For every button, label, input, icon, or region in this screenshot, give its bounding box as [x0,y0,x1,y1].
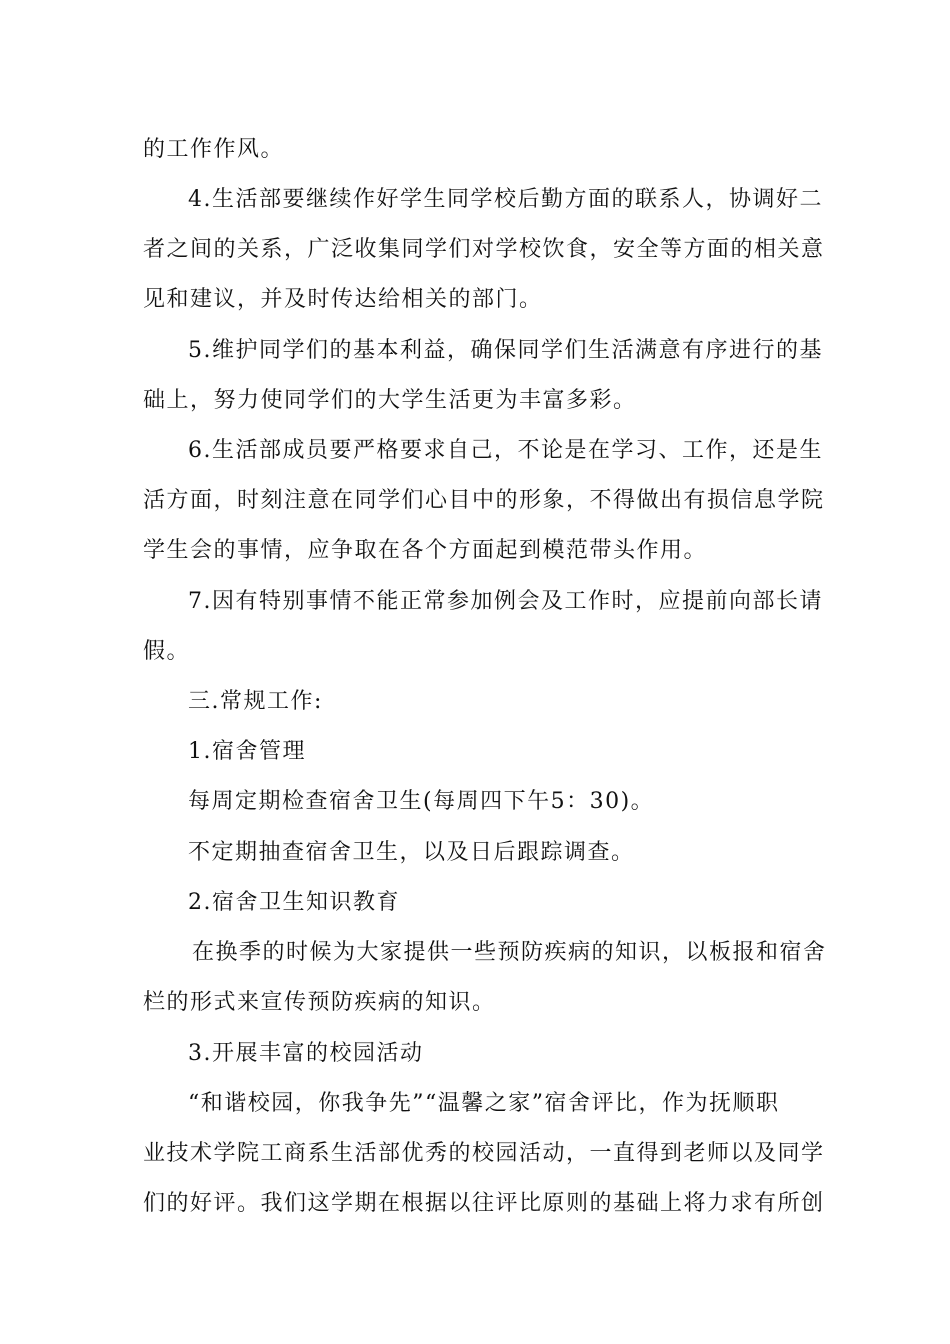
text-line: 的工作作风。 [143,137,285,162]
text-line: 在换季的时候为大家提供一些预防疾病的知识，以板报和宿舍 [192,940,827,965]
text-line: 见和建议，并及时传达给相关的部门。 [143,287,543,312]
text-line: 础上，努力使同学们的大学生活更为丰富多彩。 [143,388,637,413]
text-line: 学生会的事情，应争取在各个方面起到模范带头作用。 [143,538,708,563]
text-line: 6.生活部成员要严格要求自己，不论是在学习、工作，还是生 [188,438,823,463]
text-line: 业技术学院工商系生活部优秀的校园活动，一直得到老师以及同学 [143,1141,825,1166]
text-line: 4.生活部要继续作好学生同学校后勤方面的联系人，协调好二 [188,187,823,212]
text-line: “和谐校园，你我争先”“温馨之家”宿舍评比，作为抚顺职 [188,1091,780,1116]
text-line: 们的好评。我们这学期在根据以往评比原则的基础上将力求有所创 [143,1191,825,1216]
text-line: 者之间的关系，广泛收集同学们对学校饮食，安全等方面的相关意 [143,237,825,262]
subsection-heading: 2.宿舍卫生知识教育 [188,890,400,915]
subsection-heading: 3.开展丰富的校园活动 [188,1041,424,1066]
text-line: 栏的形式来宣传预防疾病的知识。 [143,990,496,1015]
text-line: 活方面，时刻注意在同学们心目中的形象，不得做出有损信息学院 [143,488,825,513]
text-line: 每周定期检查宿舍卫生(每周四下午5：30)。 [188,789,655,814]
text-line: 不定期抽查宿舍卫生，以及日后跟踪调查。 [188,840,635,865]
text-line: 7.因有特别事情不能正常参加例会及工作时，应提前向部长请 [188,589,823,614]
text-line: 假。 [143,639,191,664]
subsection-heading: 1.宿舍管理 [188,739,306,764]
section-heading: 三.常规工作: [188,689,323,714]
text-line: 5.维护同学们的基本利益，确保同学们生活满意有序进行的基 [188,338,823,363]
